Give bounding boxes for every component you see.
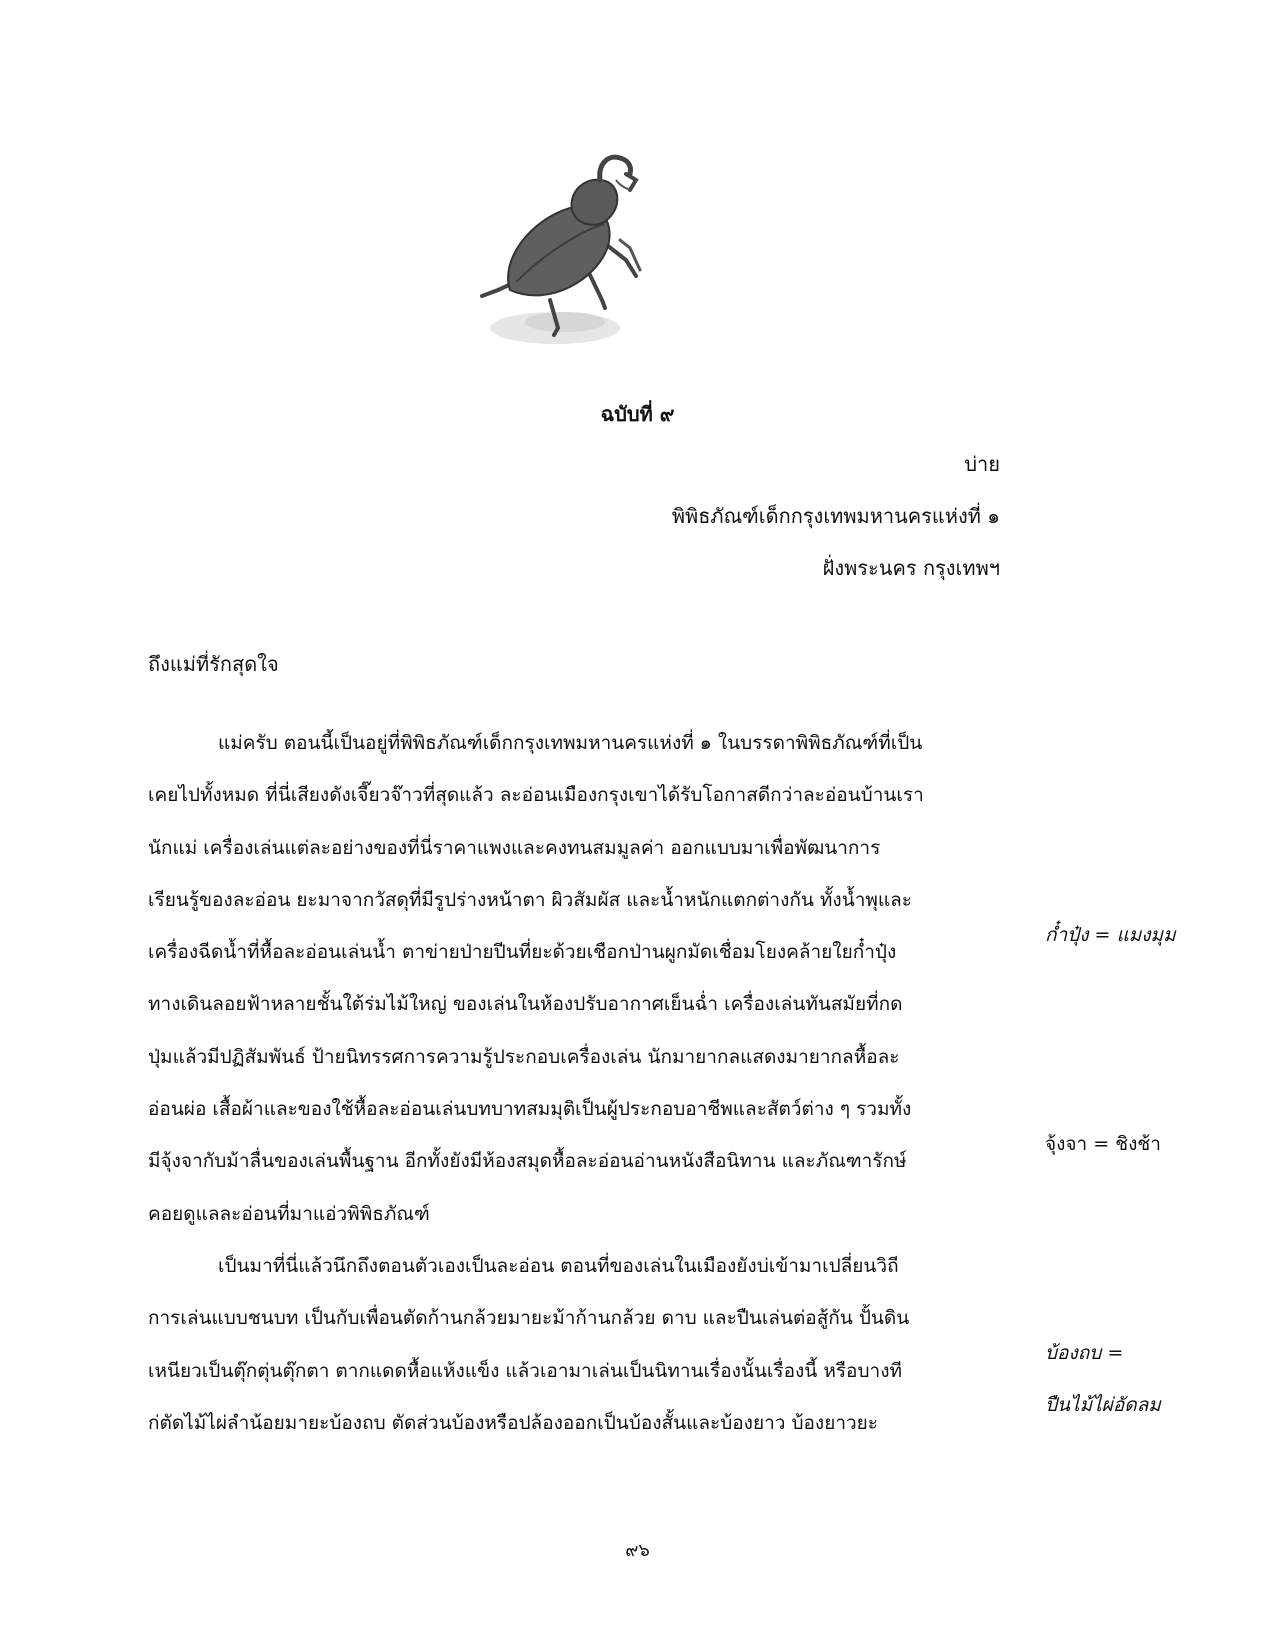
body-line: เหนียวเป็นตุ๊กตุ่นตุ๊กตา ตากแดดหื้อแห้งแข็ง แล้วเอามาเล่นเป็นนิทานเรื่องนั้นเรื่องนี้ หรือบางที	[148, 1359, 902, 1382]
margin-note-swing: จุ้งจา = ชิงช้า	[1045, 1133, 1161, 1155]
body-line: การเล่นแบบชนบท เป็นกับเพื่อนตัดก้านกล้วยมายะม้าก้านกล้วย ดาบ และปืนเล่นต่อสู้กัน ปั้นดิน	[148, 1307, 910, 1330]
body-line: แม่ครับ ตอนนี้เป็นอยู่ที่พิพิธภัณฑ์เด็กกรุงเทพมหานครแห่งที่ ๑ ในบรรดาพิพิธภัณฑ์ที่เป็น	[218, 732, 923, 754]
letter-body	[148, 717, 1008, 1449]
letter-title: ฉบับที่ ๙	[600, 402, 675, 426]
margin-note-spider: ก๋ำปุ๋ง = แมงมุม	[1045, 924, 1176, 946]
rhinoceros-beetle-illustration	[480, 150, 690, 350]
body-line: ปุ่มแล้วมีปฏิสัมพันธ์ ป้ายนิทรรศการความรู้ประกอบเครื่องเล่น นักมายากลแสดงมายากลหื้อละ	[148, 1045, 900, 1068]
address-line-time: บ่าย	[964, 452, 1000, 476]
body-line: มีจุ้งจากับม้าลื่นของเล่นพื้นฐาน อีกทั้งยังมีห้องสมุดหื้อละอ่อนอ่านหนังสือนิทาน และภัณฑารักษ์	[148, 1150, 907, 1173]
body-line: ก่ตัดไม้ไผ่ลำน้อยมายะบ้องถบ ตัดส่วนบ้องหรือปล้องออกเป็นบ้องสั้นและบ้องยาว บ้องยาวยะ	[148, 1411, 879, 1434]
body-line: เป็นมาที่นี่แล้วนึกถึงตอนตัวเองเป็นละอ่อน ตอนที่ของเล่นในเมืองยังบ่เข้ามาเปลี่ยนวิถี	[218, 1254, 899, 1277]
body-line: ทางเดินลอยฟ้าหลายชั้นใต้ร่มไม้ใหญ่ ของเล่นในห้องปรับอากาศเย็นฉ่ำ เครื่องเล่นทันสมัยที่กด	[148, 993, 903, 1016]
page-number: ๙๖	[625, 1540, 650, 1561]
margin-note-bamboo-gun-2: ปืนไม้ไผ่อัดลม	[1045, 1394, 1161, 1416]
body-line: นักแม่ เครื่องเล่นแต่ละอย่างของที่นี่ราคาแพงและคงทนสมมูลค่า ออกแบบมาเพื่อพัฒนาการ	[148, 836, 881, 859]
body-line: เครื่องฉีดน้ำที่หื้อละอ่อนเล่นน้ำ ตาข่ายป่ายปีนที่ยะด้วยเชือกป่านผูกมัดเชื่อมโยงคล้ายใยก๋ำปุ๋ง	[148, 941, 897, 964]
margin-note-bamboo-gun: บ้องถบ =	[1045, 1342, 1124, 1364]
body-line: อ่อนผ่อ เสื้อผ้าและของใช้หื้อละอ่อนเล่นบทบาทสมมุติเป็นผู้ประกอบอาชีพและสัตว์ต่าง ๆ รวมทั้ง	[148, 1098, 912, 1121]
body-line: เรียนรู้ของละอ่อน ยะมาจากวัสดุที่มีรูปร่างหน้าตา ผิวสัมผัส และน้ำหนักแตกต่างกัน ทั้งน้ำพุและ	[148, 888, 912, 911]
body-line: คอยดูแลละอ่อนที่มาแอ่วพิพิธภัณฑ์	[148, 1202, 430, 1225]
address-line-place: พิพิธภัณฑ์เด็กกรุงเทพมหานครแห่งที่ ๑	[671, 504, 1000, 528]
salutation: ถึงแม่ที่รักสุดใจ	[148, 652, 279, 676]
body-line: เคยไปทั้งหมด ที่นี่เสียงดังเจี๊ยวจ๊าวที่สุดแล้ว ละอ่อนเมืองกรุงเขาได้รับโอกาสดีกว่าละอ่อนบ้านเรา	[148, 784, 924, 807]
address-line-city: ฝั่งพระนคร กรุงเทพฯ	[822, 556, 1000, 580]
